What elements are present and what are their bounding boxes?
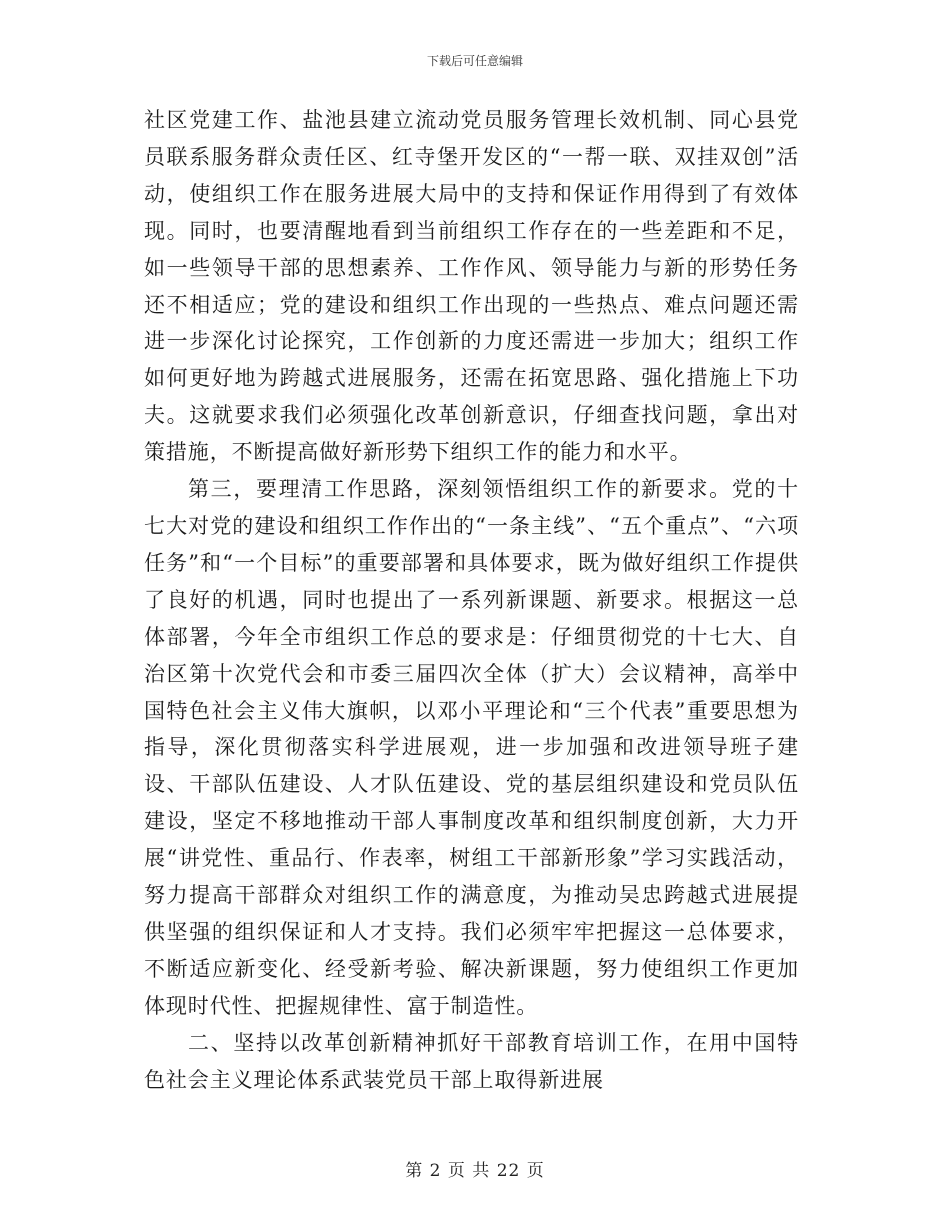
page-number: 第 2 页 共 22 页: [405, 1161, 545, 1181]
page-header-note: 下载后可任意编辑: [426, 54, 523, 68]
section-heading-two: 二、坚持以改革创新精神抓好干部教育培训工作，在用中国特色社会主义理论体系武装党员干部上取得新进展: [144, 1030, 799, 1092]
document-body: [144, 102, 799, 1098]
paragraph-third-point: 第三，要理清工作思路，深刻领悟组织工作的新要求。党的十七大对党的建设和组织工作作出的“一条主线”、“五个重点”、“六项任务”和“一个目标”的重要部署和具体要求，既为做好组织工作提供了良好的机遇，同时也提出了一系列新课题、新要求。根据这一总体部署，今年全市组织工作总的要求是：仔细贯彻党的十七大、自治区第十次党代会和市委三届四次全体（扩大）会议精神，高举中国特色社会主义伟大旗帜，以邓小平理论和“三个代表”重要思想为指导，深化贯彻落实科学进展观，进一步加强和改进领导班子建设、干部队伍建设、人才队伍建设、党的基层组织建设和党员队伍建设，坚定不移地推动干部人事制度改革和组织制度创新，大力开展“讲党性、重品行、作表率，树组工干部新形象”学习实践活动，努力提高干部群众对组织工作的满意度，为推动吴忠跨越式进展提供坚强的组织保证和人才支持。我们必须牢牢把握这一总体要求，不断适应新变化、经受新考验、解决新课题，努力使组织工作更加体现时代性、把握规律性、富于制造性。: [144, 477, 799, 1018]
paragraph-continuation: 社区党建工作、盐池县建立流动党员服务管理长效机制、同心县党员联系服务群众责任区、红寺堡开发区的“一帮一联、双挂双创”活动，使组织工作在服务进展大局中的支持和保证作用得到了有效体现。同时，也要清醒地看到当前组织工作存在的一些差距和不足，如一些领导干部的思想素养、工作作风、领导能力与新的形势任务还不相适应；党的建设和组织工作出现的一些热点、难点问题还需进一步深化讨论探究，工作创新的力度还需进一步加大；组织工作如何更好地为跨越式进展服务，还需在拓宽思路、强化措施上下功夫。这就要求我们必须强化改革创新意识，仔细查找问题，拿出对策措施，不断提高做好新形势下组织工作的能力和水平。: [144, 108, 799, 465]
